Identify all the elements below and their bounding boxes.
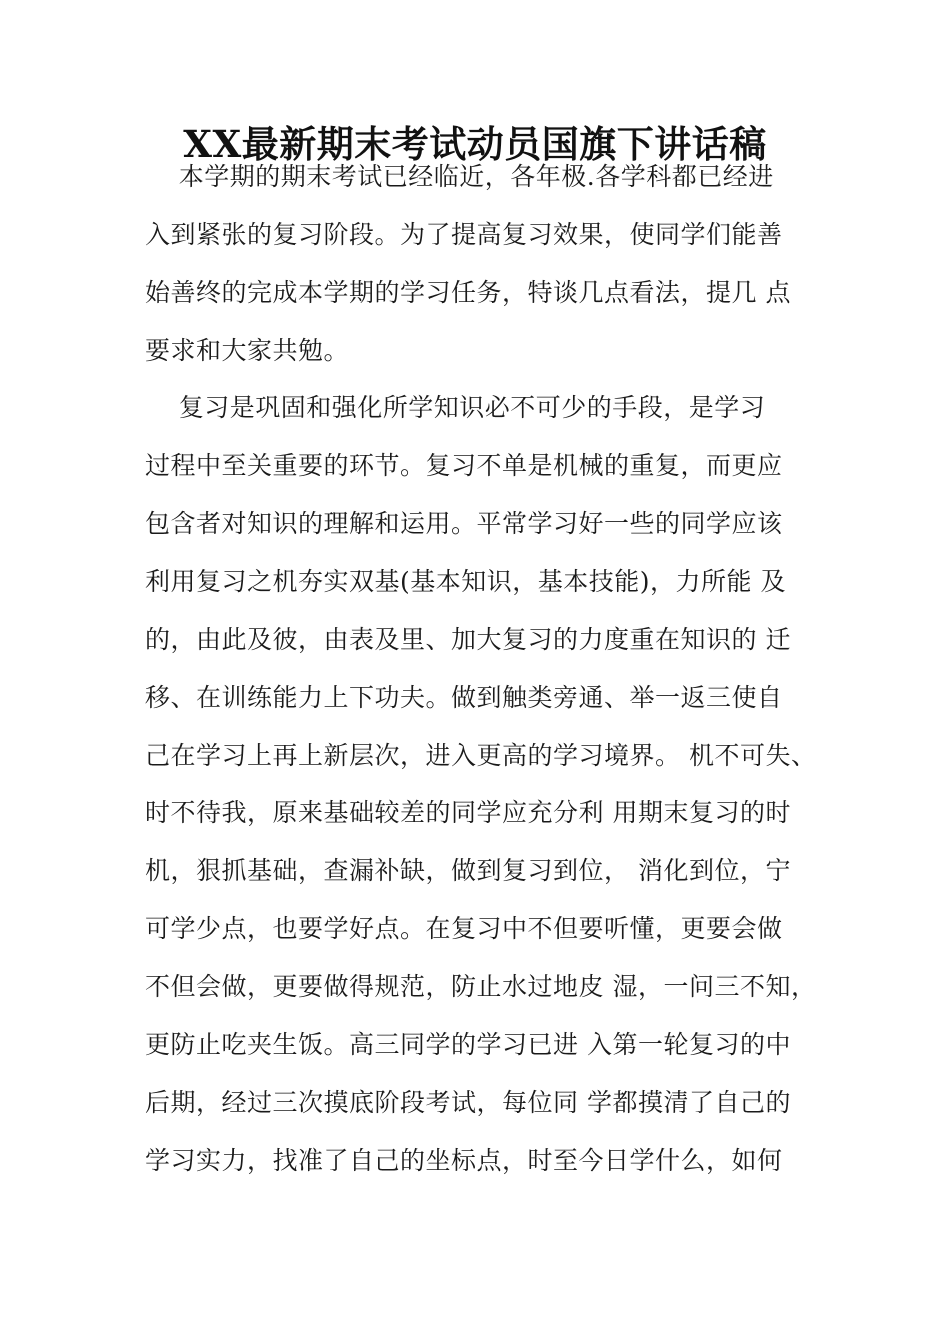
text-line: 时不待我，原来基础较差的同学应充分利 用期末复习的时 [145, 798, 791, 827]
text-line: 包含者对知识的理解和运用。平常学习好一些的同学应该 [145, 509, 783, 538]
text-line: 始善终的完成本学期的学习任务，特谈几点看法，提几 点 [145, 278, 791, 307]
text-line: 学习实力，找准了自己的坐标点，时至今日学什么，如何 [145, 1146, 783, 1175]
text-line: 可学少点，也要学好点。在复习中不但要听懂，更要会做 [145, 914, 783, 943]
text-line: 利用复习之机夯实双基(基本知识，基本技能)，力所能 及 [145, 567, 786, 596]
text-line: 要求和大家共勉。 [145, 336, 350, 365]
text-line: 过程中至关重要的环节。复习不单是机械的重复，而更应 [145, 451, 783, 480]
text-line: 移、在训练能力上下功夫。做到触类旁通、举一返三使自 [145, 683, 783, 712]
text-line: 本学期的期末考试已经临近，各年极.各学科都已经进 [145, 162, 774, 191]
text-line: 后期，经过三次摸底阶段考试，每位同 学都摸清了自己的 [145, 1088, 791, 1117]
text-line: 的，由此及彼，由表及里、加大复习的力度重在知识的 迁 [145, 625, 791, 654]
text-line: 机，狠抓基础，查漏补缺，做到复习到位， 消化到位，宁 [145, 856, 791, 885]
text-line: 更防止吃夹生饭。高三同学的学习已进 入第一轮复习的中 [145, 1030, 791, 1059]
text-line: 己在学习上再上新层次，进入更高的学习境界。 机不可失、 [145, 741, 817, 770]
text-line: 复习是巩固和强化所学知识必不可少的手段，是学习 [145, 393, 766, 422]
text-line: 入到紧张的复习阶段。为了提高复习效果，使同学们能善 [145, 220, 783, 249]
document-title: XX最新期末考试动员国旗下讲话稿 [183, 122, 767, 166]
text-line: 不但会做，更要做得规范，防止水过地皮 湿，一问三不知， [145, 972, 817, 1001]
